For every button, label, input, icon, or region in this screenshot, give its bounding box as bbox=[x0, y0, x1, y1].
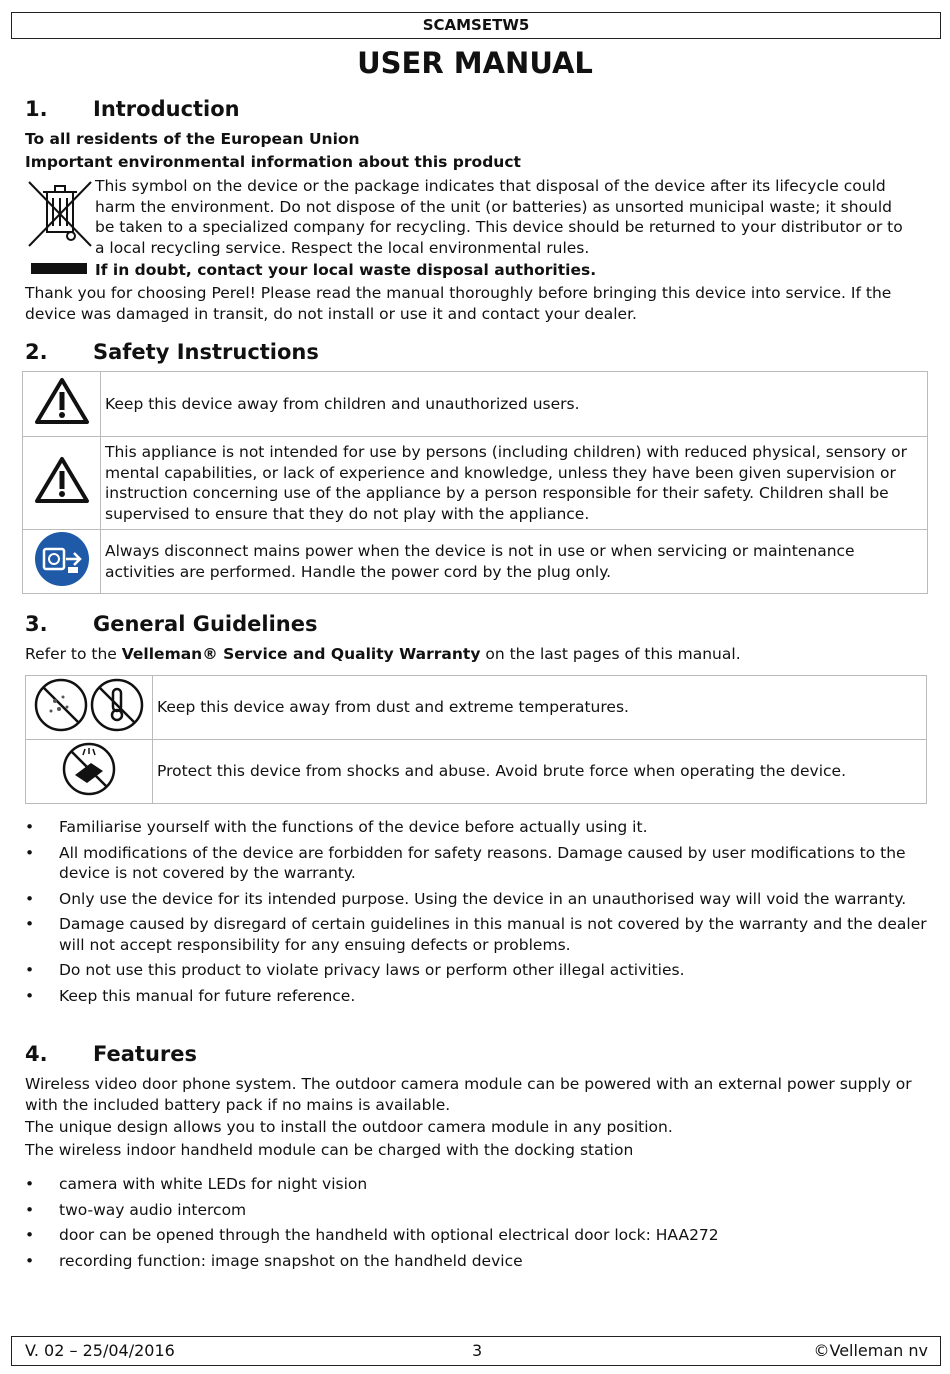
doubt-line: If in doubt, contact your local waste disposal authorities. bbox=[95, 261, 597, 279]
section-heading-introduction bbox=[25, 95, 240, 123]
list-item: • camera with white LEDs for night vision bbox=[25, 1174, 930, 1195]
section-heading-safety bbox=[25, 338, 319, 366]
guideline-row bbox=[26, 740, 927, 804]
section-number: 1. bbox=[25, 97, 48, 121]
warning-triangle-icon bbox=[23, 437, 101, 530]
features-paragraph: Wireless video door phone system. The outdoor camera module can be powered with an external power supply or with the included battery pack if no mains is available. bbox=[25, 1075, 912, 1114]
list-item: • two-way audio intercom bbox=[25, 1200, 930, 1221]
thanks-paragraph: Thank you for choosing Perel! Please read the manual thoroughly before bringing this device into service. If the device was damaged in transit, do not install or use it and contact your dealer. bbox=[25, 284, 892, 323]
safety-text: This appliance is not intended for use by persons (including children) with reduced physical, sensory or mental capabilities, or lack of experience and knowledge, unless they have been given supervision or instruction concerning use of the appliance by a person responsible for their safety. Children shall be supervised to ensure that they do not play with the appliance. bbox=[101, 437, 928, 530]
warranty-reference bbox=[25, 644, 741, 665]
copyright: ©Velleman nv bbox=[813, 1341, 928, 1360]
page-number: 3 bbox=[472, 1341, 483, 1360]
refer-suffix: on the last pages of this manual. bbox=[480, 645, 741, 663]
weee-bin-icon bbox=[25, 178, 95, 250]
model-number: SCAMSETW5 bbox=[422, 16, 530, 34]
safety-text: Always disconnect mains power when the device is not in use or when servicing or maintenance activities are performed. Handle the power cord by the plug only. bbox=[101, 530, 928, 594]
features-paragraph: The unique design allows you to install the outdoor camera module in any position. bbox=[25, 1118, 673, 1136]
section-number: 4. bbox=[25, 1042, 48, 1066]
guideline-row bbox=[26, 676, 927, 740]
page-header bbox=[11, 12, 941, 39]
weee-text: This symbol on the device or the package indicates that disposal of the device after its lifecycle could harm the environment. Do not dispose of the unit (or batteries) as unsorted municipal waste; it should be taken to a specialized company for recycling. This device should be returned to your distributor or to a local recycling service. Respect the local environmental rules. bbox=[95, 177, 903, 257]
section-heading-guidelines bbox=[25, 610, 317, 638]
features-paragraph: The wireless indoor handheld module can be charged with the docking station bbox=[25, 1141, 634, 1159]
document-title: USER MANUAL bbox=[357, 46, 593, 80]
safety-table bbox=[22, 371, 928, 594]
section-title: Features bbox=[93, 1042, 197, 1066]
no-shock-icon bbox=[26, 740, 153, 804]
list-item: • Only use the device for its intended purpose. Using the device in an unauthorised way will void the warranty. bbox=[25, 889, 930, 910]
list-item: • recording function: image snapshot on the handheld device bbox=[25, 1251, 930, 1272]
environment-line: Important environmental information about this product bbox=[25, 153, 521, 171]
list-item: • Do not use this product to violate privacy laws or perform other illegal activities. bbox=[25, 960, 930, 981]
section-title: Safety Instructions bbox=[93, 340, 319, 364]
list-item: • door can be opened through the handheld with optional electrical door lock: HAA272 bbox=[25, 1225, 930, 1246]
guidelines-bullet-list bbox=[25, 817, 930, 1006]
section-number: 3. bbox=[25, 612, 48, 636]
weee-black-bar bbox=[31, 263, 87, 274]
safety-row bbox=[23, 530, 928, 594]
guidelines-table bbox=[25, 675, 927, 804]
list-item: • All modifications of the device are forbidden for safety reasons. Damage caused by user modifications to the device is not covered by the warranty. bbox=[25, 843, 930, 884]
list-item: • Damage caused by disregard of certain guidelines in this manual is not covered by the warranty and the dealer will not accept responsibility for any ensuing defects or problems. bbox=[25, 914, 930, 955]
safety-row bbox=[23, 372, 928, 437]
section-title: General Guidelines bbox=[93, 612, 318, 636]
no-dust-no-temperature-icon bbox=[26, 676, 153, 740]
safety-text: Keep this device away from children and unauthorized users. bbox=[101, 372, 928, 437]
eu-line: To all residents of the European Union bbox=[25, 130, 360, 148]
version-date: V. 02 – 25/04/2016 bbox=[25, 1341, 175, 1360]
disconnect-mains-icon bbox=[23, 530, 101, 594]
page-footer bbox=[11, 1336, 941, 1366]
warranty-name: Velleman® Service and Quality Warranty bbox=[121, 645, 481, 663]
list-item: • Familiarise yourself with the functions of the device before actually using it. bbox=[25, 817, 930, 838]
section-heading-features bbox=[25, 1040, 197, 1068]
refer-prefix: Refer to the bbox=[25, 645, 122, 663]
guideline-text: Keep this device away from dust and extreme temperatures. bbox=[153, 676, 927, 740]
safety-row bbox=[23, 437, 928, 530]
warning-triangle-icon bbox=[23, 372, 101, 437]
features-bullet-list bbox=[25, 1174, 930, 1271]
section-number: 2. bbox=[25, 340, 48, 364]
section-title: Introduction bbox=[93, 97, 240, 121]
list-item: • Keep this manual for future reference. bbox=[25, 986, 930, 1007]
guideline-text: Protect this device from shocks and abuse. Avoid brute force when operating the device. bbox=[153, 740, 927, 804]
